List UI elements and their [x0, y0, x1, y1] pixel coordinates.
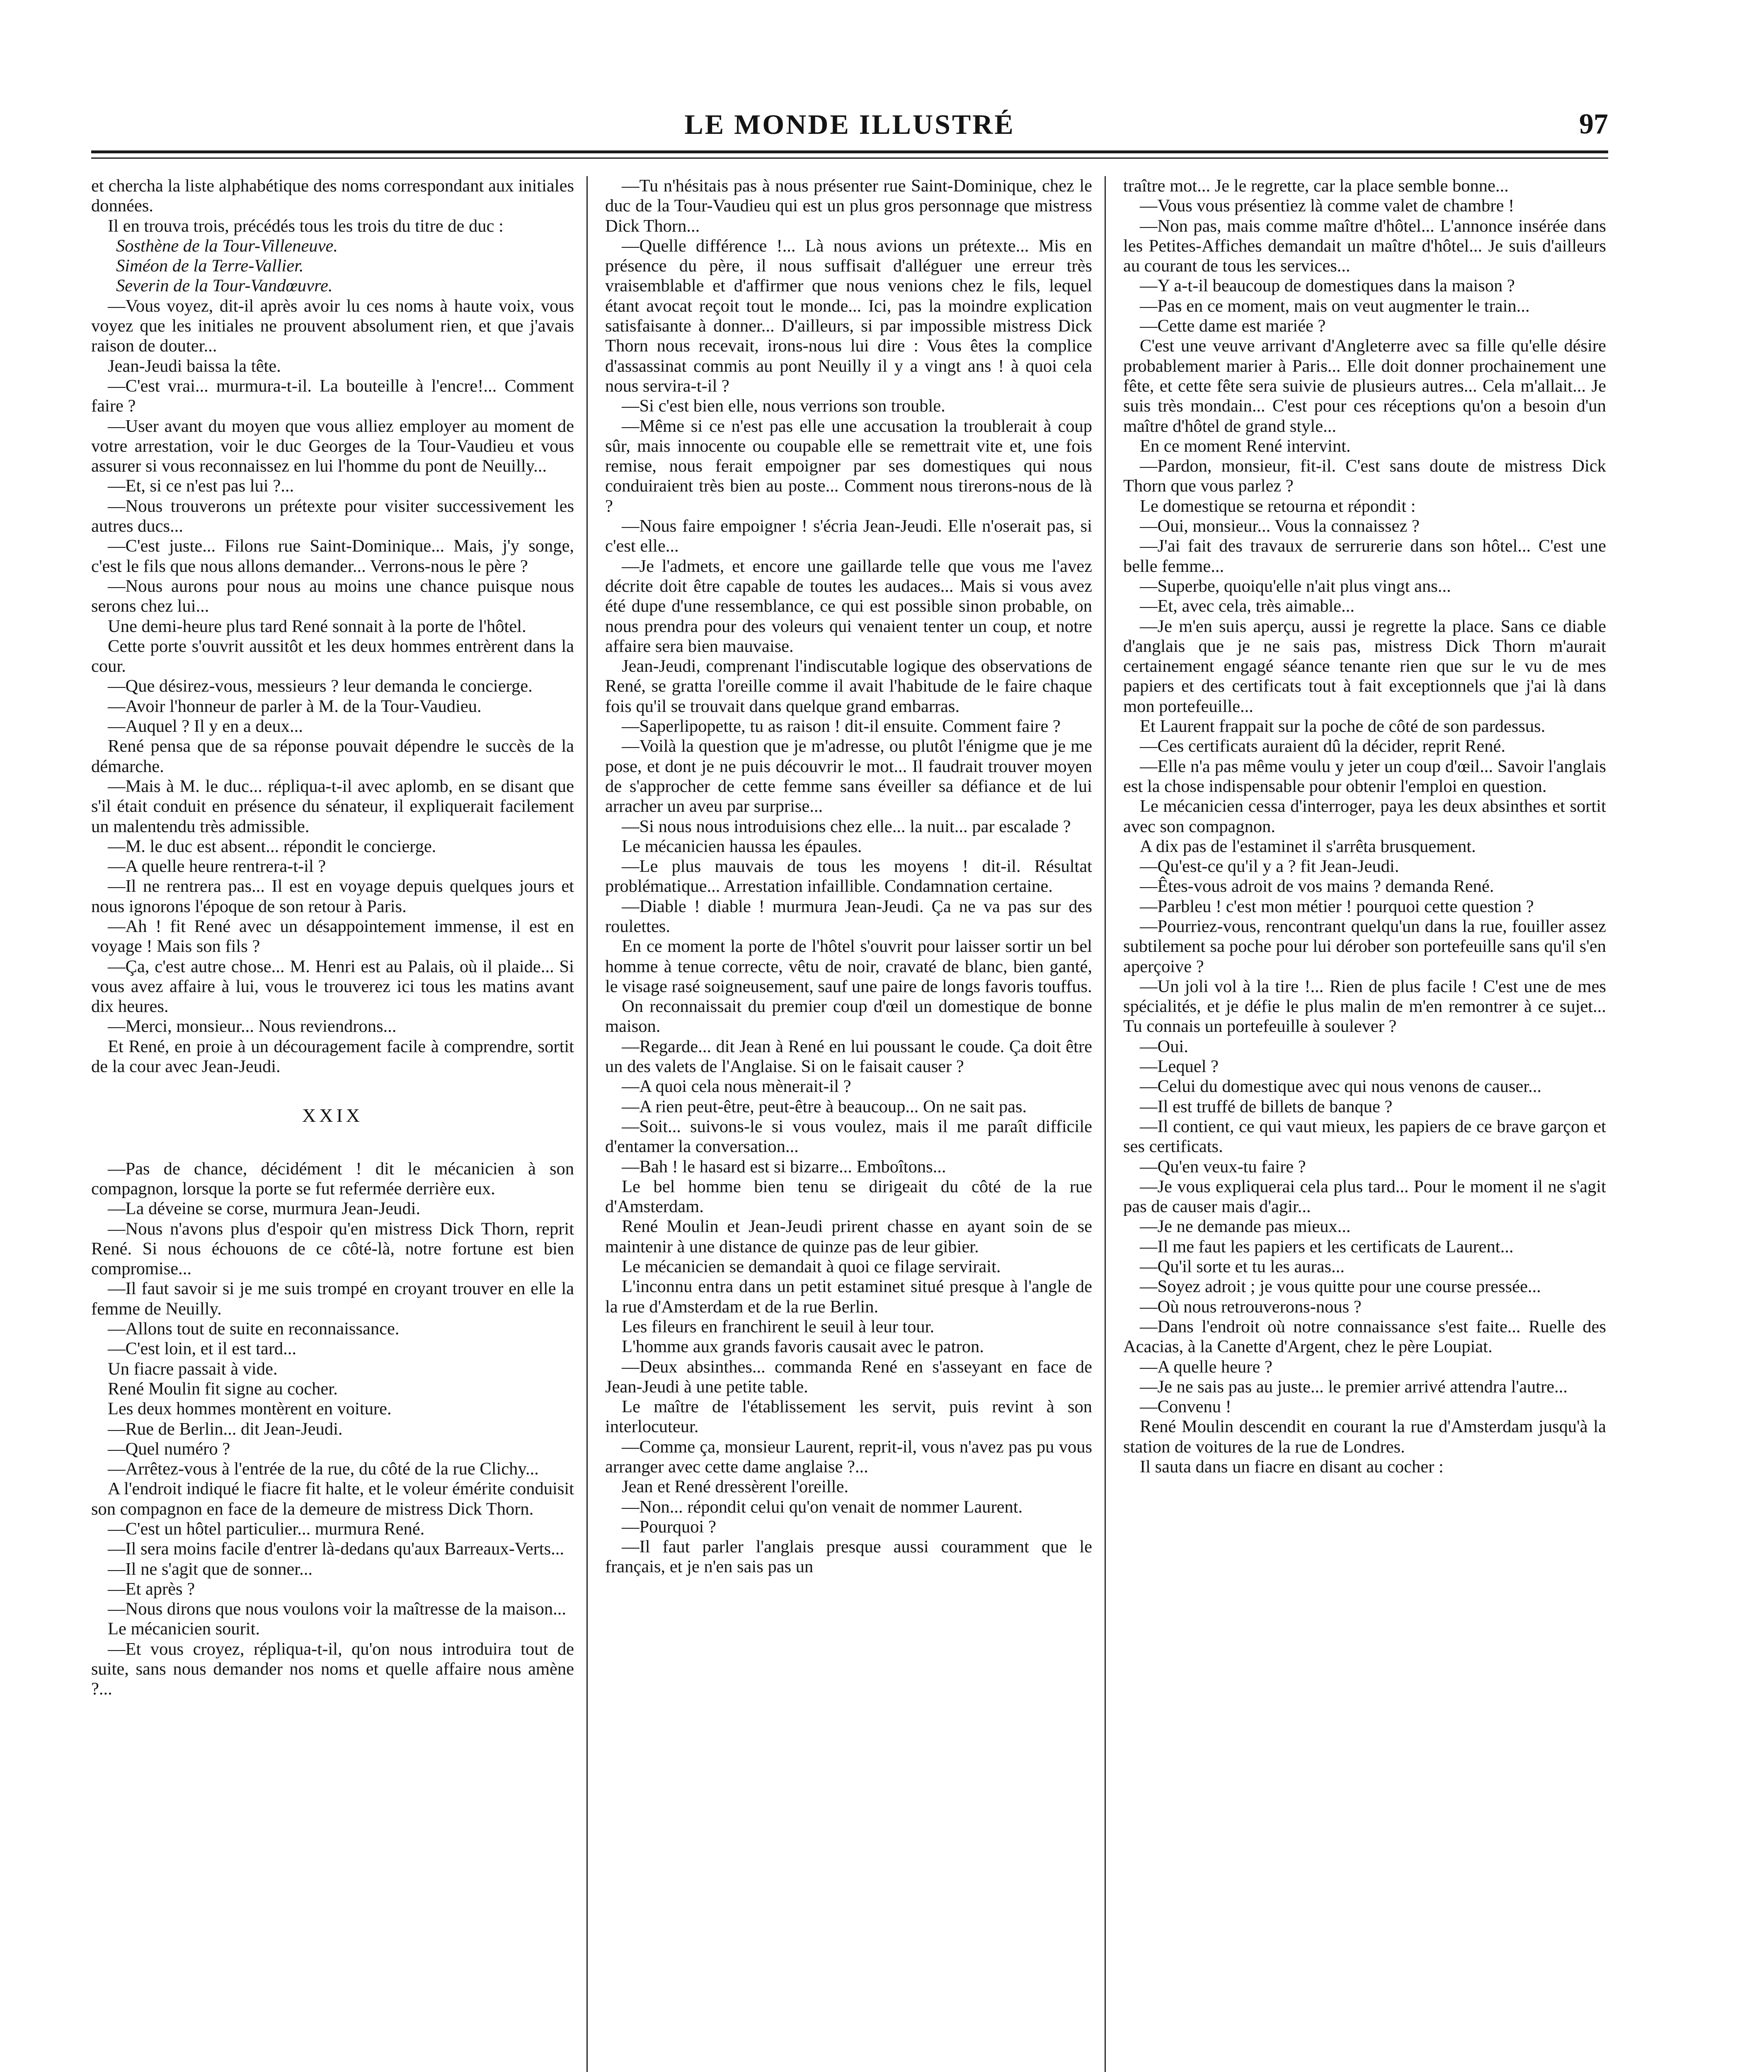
paragraph: et chercha la liste alphabétique des noms correspondant aux initiales données.	[91, 176, 574, 216]
paragraph: —Y a-t-il beaucoup de domestiques dans la maison ?	[1140, 276, 1515, 296]
paragraph: —Et, si ce n'est pas lui ?...	[108, 476, 294, 496]
paragraph: A dix pas de l'estaminet il s'arrêta brusquement.	[1140, 836, 1476, 856]
name-list-item: Siméon de la Terre-Vallier.	[116, 256, 304, 276]
paragraph: —Ah ! fit René avec un désappointement immense, il est en voyage ! Mais son fils ?	[91, 916, 574, 956]
paragraph: —Celui du domestique avec qui nous venons de causer...	[1140, 1077, 1542, 1097]
paragraph: —Nous aurons pour nous au moins une chance puisque nous serons chez lui...	[91, 576, 574, 616]
paragraph: —Vous voyez, dit-il après avoir lu ces noms à haute voix, vous voyez que les initiales ne prouvent absolument rien, et que j'avais raison de douter...	[91, 296, 574, 356]
paragraph: —Cette dame est mariée ?	[1140, 316, 1326, 336]
paragraph: —A rien peut-être, peut-être à beaucoup... On ne sait pas.	[622, 1097, 1027, 1116]
header-rule-thin	[91, 157, 1608, 159]
paragraph: —Si nous nous introduisions chez elle... la nuit... par escalade ?	[622, 816, 1071, 836]
paragraph: Le mécanicien haussa les épaules.	[622, 836, 862, 856]
header-rule-thick	[91, 150, 1608, 153]
paragraph: —Et vous croyez, répliqua-t-il, qu'on nous introduira tout de suite, sans nous demander nos noms et quelle affaire nous amène ?...	[91, 1639, 574, 1699]
paragraph: —Il ne s'agit que de sonner...	[108, 1559, 313, 1579]
paragraph: Et René, en proie à un découragement facile à comprendre, sortit de la cour avec Jean-Jeudi.	[91, 1036, 574, 1077]
paragraph: René Moulin et Jean-Jeudi prirent chasse en ayant soin de se maintenir à une distance de quinze pas de leur gibier.	[605, 1217, 1092, 1256]
paragraph: —Il contient, ce qui vaut mieux, les papiers de ce brave garçon et ses certificats.	[1123, 1116, 1606, 1157]
paragraph: Le mécanicien cessa d'interroger, paya les deux absinthes et sortit avec son compagnon.	[1123, 796, 1606, 836]
paragraph: —Je l'admets, et encore une gaillarde telle que vous me l'avez décrite doit être capable de toutes les audaces... Mais si vous avez été dupe d'une ressemblance, ce qui est possible sinon probable, on nous prendra pour des voleurs qui venaient tenter un coup, et notre affaire sera bien mauvaise.	[605, 556, 1092, 656]
paragraph: —Il faut parler l'anglais presque aussi couramment que le français, et je n'en sais pas un	[605, 1537, 1092, 1577]
paragraph: Le maître de l'établissement les servit, puis revint à son interlocuteur.	[605, 1397, 1092, 1437]
paragraph: L'inconnu entra dans un petit estaminet situé presque à l'angle de la rue d'Amsterdam et de la rue Berlin.	[605, 1277, 1092, 1317]
paragraph: Il en trouva trois, précédés tous les trois du titre de duc :	[108, 216, 504, 236]
paragraph: Le mécanicien se demandait à quoi ce filage servirait.	[622, 1257, 1001, 1277]
paragraph: —Il me faut les papiers et les certificats de Laurent...	[1140, 1237, 1514, 1256]
paragraph: —Allons tout de suite en reconnaissance.	[108, 1319, 400, 1339]
paragraph: —User avant du moyen que vous alliez employer au moment de votre arrestation, voir le duc Georges de la Tour-Vaudieu et vous assurer si vous reconnaissez en lui l'homme du pont de Neuilly...	[91, 416, 574, 476]
paragraph: —Je m'en suis aperçu, aussi je regrette la place. Sans ce diable d'anglais que je ne sais pas, mistress Dick Thorn m'aurait certainement engagé séance tenante rien que sur le vu de mes papiers et des certificats tout à fait exceptionnels que j'ai là dans mon portefeuille...	[1123, 616, 1606, 716]
paragraph: —M. le duc est absent... répondit le concierge.	[108, 836, 436, 856]
paragraph: —Que désirez-vous, messieurs ? leur demanda le concierge.	[108, 676, 533, 696]
paragraph: Jean-Jeudi baissa la tête.	[108, 356, 281, 376]
paragraph: A l'endroit indiqué le fiacre fit halte, et le voleur émérite conduisit son compagnon en face de la demeure de mistress Dick Thorn.	[91, 1479, 574, 1519]
paragraph: Les deux hommes montèrent en voiture.	[108, 1399, 392, 1419]
paragraph: —Non... répondit celui qu'on venait de nommer Laurent.	[622, 1497, 1023, 1517]
paragraph: —Elle n'a pas même voulu y jeter un coup d'œil... Savoir l'anglais est la chose indispensable pour obtenir l'emploi en question.	[1123, 756, 1606, 796]
paragraph: —Le plus mauvais de tous les moyens ! dit-il. Résultat problématique... Arrestation infaillible. Condamnation certaine.	[605, 857, 1092, 896]
paragraph: Il sauta dans un fiacre en disant au cocher :	[1140, 1457, 1444, 1477]
paragraph: —Pourquoi ?	[622, 1517, 716, 1537]
paragraph: —Pourriez-vous, rencontrant quelqu'un dans la rue, fouiller assez subtilement sa poche pour lui dérober son portefeuille sans qu'il s'en aperçoive ?	[1123, 916, 1606, 976]
paragraph: —Tu n'hésitais pas à nous présenter rue Saint-Dominique, chez le duc de la Tour-Vaudieu qui est un plus gros personnage que mistress Dick Thorn...	[605, 176, 1092, 236]
paragraph: —Comme ça, monsieur Laurent, reprit-il, vous n'avez pas pu vous arranger avec cette dame anglaise ?...	[605, 1437, 1092, 1477]
paragraph: Jean et René dressèrent l'oreille.	[622, 1477, 848, 1497]
paragraph: —J'ai fait des travaux de serrurerie dans son hôtel... C'est une belle femme...	[1123, 536, 1606, 576]
paragraph: —Nous trouverons un prétexte pour visiter successivement les autres ducs...	[91, 496, 574, 536]
paragraph: René Moulin fit signe au cocher.	[108, 1379, 338, 1399]
paragraph: —Un joli vol à la tire !... Rien de plus facile ! C'est une de mes spécialités, et je défie le plus malin de m'en remontrer à ce sujet... Tu connais un portefeuille à soulever ?	[1123, 976, 1606, 1036]
page-number: 97	[1579, 108, 1608, 140]
paragraph: —Je ne demande pas mieux...	[1140, 1217, 1351, 1237]
paragraph: —Non pas, mais comme maître d'hôtel... L'annonce insérée dans les Petites-Affiches demandait un maître d'hôtel... Je suis d'ailleurs au courant de tous les services...	[1123, 216, 1606, 276]
chapter-heading: XXIX	[302, 1105, 363, 1126]
paragraph: Le domestique se retourna et répondit :	[1140, 496, 1416, 516]
paragraph: —Qu'il sorte et tu les auras...	[1140, 1257, 1345, 1277]
paragraph: —La déveine se corse, murmura Jean-Jeudi.	[108, 1199, 421, 1219]
paragraph: En ce moment René intervint.	[1140, 436, 1351, 456]
paragraph: Et Laurent frappait sur la poche de côté de son pardessus.	[1140, 716, 1546, 736]
paragraph: —Voilà la question que je m'adresse, ou plutôt l'énigme que je me pose, et dont je ne puis découvrir le mot... Il faudrait trouver moyen de s'approcher de cette femme sans éveiller sa défiance et de lui arracher un aveu par surprise...	[605, 736, 1092, 816]
paragraph: —Pardon, monsieur, fit-il. C'est sans doute de mistress Dick Thorn que vous parlez ?	[1123, 456, 1606, 496]
paragraph: Un fiacre passait à vide.	[108, 1359, 278, 1379]
paragraph: René pensa que de sa réponse pouvait dépendre le succès de la démarche.	[91, 736, 574, 776]
paragraph: —Saperlipopette, tu as raison ! dit-il ensuite. Comment faire ?	[622, 716, 1061, 736]
name-list-item: Severin de la Tour-Vandœuvre.	[116, 276, 333, 296]
paragraph: —Je ne sais pas au juste... le premier arrivé attendra l'autre...	[1140, 1377, 1568, 1397]
paragraph: —Ces certificats auraient dû la décider, reprit René.	[1140, 736, 1506, 756]
page-header	[91, 106, 1608, 151]
paragraph: —Mais à M. le duc... répliqua-t-il avec aplomb, en se disant que s'il était conduit en présence du sénateur, il expliquerait facilement un malentendu très admissible.	[91, 776, 574, 836]
paragraph: —Si c'est bien elle, nous verrions son trouble.	[622, 396, 945, 416]
paragraph: —Arrêtez-vous à l'entrée de la rue, du côté de la rue Clichy...	[108, 1459, 539, 1479]
paragraph: —A quoi cela nous mènerait-il ?	[622, 1077, 851, 1097]
paragraph: —Oui.	[1140, 1036, 1188, 1056]
paragraph: —Pas de chance, décidément ! dit le mécanicien à son compagnon, lorsque la porte se fut refermée derrière eux.	[91, 1159, 574, 1198]
paragraph: —Il ne rentrera pas... Il est en voyage depuis quelques jours et nous ignorons l'époque de son retour à Paris.	[91, 876, 574, 916]
paragraph: En ce moment la porte de l'hôtel s'ouvrit pour laisser sortir un bel homme à tenue correcte, vêtu de noir, cravaté de blanc, bien ganté, le visage rasé soigneusement, sauf une paire de longs favoris touffus.	[605, 937, 1092, 996]
column-divider-2	[1105, 176, 1106, 2072]
paragraph: —Convenu !	[1140, 1397, 1231, 1417]
paragraph: —Qu'en veux-tu faire ?	[1140, 1157, 1306, 1176]
paragraph: —Quel numéro ?	[108, 1439, 230, 1459]
paragraph: —Deux absinthes... commanda René en s'asseyant en face de Jean-Jeudi à une petite table.	[605, 1357, 1092, 1397]
paragraph: —Superbe, quoiqu'elle n'ait plus vingt ans...	[1140, 576, 1451, 596]
paragraph: Jean-Jeudi, comprenant l'indiscutable logique des observations de René, se gratta l'oreille comme il avait l'habitude de le faire chaque fois qu'il se trouvait dans quelque grand embarras.	[605, 656, 1092, 716]
paragraph: —Diable ! diable ! murmura Jean-Jeudi. Ça ne va pas sur des roulettes.	[605, 896, 1092, 936]
paragraph: —Nous n'avons plus d'espoir qu'en mistress Dick Thorn, reprit René. Si nous échouons de ce côté-là, notre fortune est bien compromise...	[91, 1219, 574, 1279]
paragraph: Une demi-heure plus tard René sonnait à la porte de l'hôtel.	[108, 616, 526, 636]
paragraph: —Auquel ? Il y en a deux...	[108, 716, 303, 736]
paragraph: —Soit... suivons-le si vous voulez, mais il me paraît difficile d'entamer la conversation...	[605, 1116, 1092, 1157]
paragraph: —Lequel ?	[1140, 1057, 1219, 1077]
paragraph: Le bel homme bien tenu se dirigeait du côté de la rue d'Amsterdam.	[605, 1176, 1092, 1217]
paragraph: —Dans l'endroit où notre connaissance s'est faite... Ruelle des Acacias, à la Canette d'Argent, chez le père Loupiat.	[1123, 1317, 1606, 1357]
paragraph: —C'est juste... Filons rue Saint-Dominique... Mais, j'y songe, c'est le fils que nous allons demander... Verrons-nous le père ?	[91, 536, 574, 576]
paragraph: L'homme aux grands favoris causait avec le patron.	[622, 1337, 984, 1357]
name-list-item: Sosthène de la Tour-Villeneuve.	[116, 236, 338, 256]
paragraph: Les fileurs en franchirent le seuil à leur tour.	[622, 1317, 935, 1336]
text-column-3	[1123, 176, 1606, 2072]
paragraph: —A quelle heure ?	[1140, 1357, 1272, 1377]
running-title: LE MONDE ILLUSTRÉ	[684, 109, 1015, 140]
paragraph: René Moulin descendit en courant la rue d'Amsterdam jusqu'à la station de voitures de la rue de Londres.	[1123, 1417, 1606, 1457]
text-column-2	[605, 176, 1092, 2072]
paragraph: —C'est vrai... murmura-t-il. La bouteille à l'encre!... Comment faire ?	[91, 376, 574, 416]
paragraph: —Nous dirons que nous voulons voir la maîtresse de la maison...	[108, 1599, 567, 1619]
paragraph: On reconnaissait du premier coup d'œil un domestique de bonne maison.	[605, 997, 1092, 1036]
paragraph: —Ça, c'est autre chose... M. Henri est au Palais, où il plaide... Si vous avez affaire à lui, vous le trouverez ici tous les matins avant dix heures.	[91, 956, 574, 1017]
paragraph: —Êtes-vous adroit de vos mains ? demanda René.	[1140, 876, 1494, 896]
paragraph: —Nous faire empoigner ! s'écria Jean-Jeudi. Elle n'oserait pas, si c'est elle...	[605, 516, 1092, 556]
text-column-1	[91, 176, 574, 2072]
paragraph: —Il est truffé de billets de banque ?	[1140, 1097, 1393, 1116]
paragraph: C'est une veuve arrivant d'Angleterre avec sa fille qu'elle désire probablement marier à Paris... Elle doit donner prochainement une fête, et cette fête sera suivie de plusieurs autres... Cela m'allait... Je suis très mondain... C'est pour ces réceptions qu'on a besoin d'un maître d'hôtel de grand style...	[1123, 336, 1606, 436]
paragraph: Le mécanicien sourit.	[108, 1619, 260, 1639]
paragraph: —Pas en ce moment, mais on veut augmenter le train...	[1140, 296, 1530, 316]
paragraph: Cette porte s'ouvrit aussitôt et les deux hommes entrèrent dans la cour.	[91, 636, 574, 676]
paragraph: —Vous vous présentiez là comme valet de chambre !	[1140, 196, 1514, 216]
paragraph: —Où nous retrouverons-nous ?	[1140, 1297, 1362, 1317]
paragraph: —Et après ?	[108, 1579, 195, 1599]
paragraph: —Qu'est-ce qu'il y a ? fit Jean-Jeudi.	[1140, 857, 1399, 876]
paragraph: —A quelle heure rentrera-t-il ?	[108, 857, 326, 876]
paragraph: —C'est un hôtel particulier... murmura René.	[108, 1519, 425, 1539]
paragraph: —Soyez adroit ; je vous quitte pour une course pressée...	[1140, 1277, 1541, 1297]
paragraph: —Il faut savoir si je me suis trompé en croyant trouver en elle la femme de Neuilly.	[91, 1279, 574, 1319]
paragraph: —Même si ce n'est pas elle une accusation la troublerait à coup sûr, mais innocente ou coupable elle se remettrait vite et, une fois remise, nous ferait empoigner par ses domestiques qui nous conduiraient très bien au poste... Comment nous tirerons-nous de là ?	[605, 416, 1092, 516]
paragraph: —Regarde... dit Jean à René en lui poussant le coude. Ça doit être un des valets de l'Anglaise. Si on le faisait causer ?	[605, 1036, 1092, 1077]
paragraph: —Je vous expliquerai cela plus tard... Pour le moment il ne s'agit pas de causer mais d'agir...	[1123, 1176, 1606, 1217]
paragraph: —Et, avec cela, très aimable...	[1140, 596, 1355, 616]
paragraph: —Bah ! le hasard est si bizarre... Emboîtons...	[622, 1157, 946, 1176]
paragraph: —C'est loin, et il est tard...	[108, 1339, 297, 1359]
paragraph: —Rue de Berlin... dit Jean-Jeudi.	[108, 1419, 343, 1439]
paragraph: —Quelle différence !... Là nous avions un prétexte... Mis en présence du père, il nous suffisait d'alléguer une erreur très vraisemblable et d'affirmer que nous venions chez le fils, lequel étant avocat reçoit tout le monde... Ici, pas la moindre explication satisfaisante à donner... D'ailleurs, si par impossible mistress Dick Thorn nous recevait, irons-nous lui dire : Vous êtes la complice d'assassinat commis au pont Neuilly il y a vingt ans ! à quoi cela nous servira-t-il ?	[605, 236, 1092, 396]
paragraph: —Avoir l'honneur de parler à M. de la Tour-Vaudieu.	[108, 696, 482, 716]
paragraph: traître mot... Je le regrette, car la place semble bonne...	[1123, 176, 1509, 196]
paragraph: —Merci, monsieur... Nous reviendrons...	[108, 1017, 397, 1036]
paragraph: —Il sera moins facile d'entrer là-dedans qu'aux Barreaux-Verts...	[108, 1539, 564, 1559]
paragraph: —Parbleu ! c'est mon métier ! pourquoi cette question ?	[1140, 896, 1534, 916]
column-divider-1	[586, 176, 588, 2072]
paragraph: —Oui, monsieur... Vous la connaissez ?	[1140, 516, 1420, 536]
